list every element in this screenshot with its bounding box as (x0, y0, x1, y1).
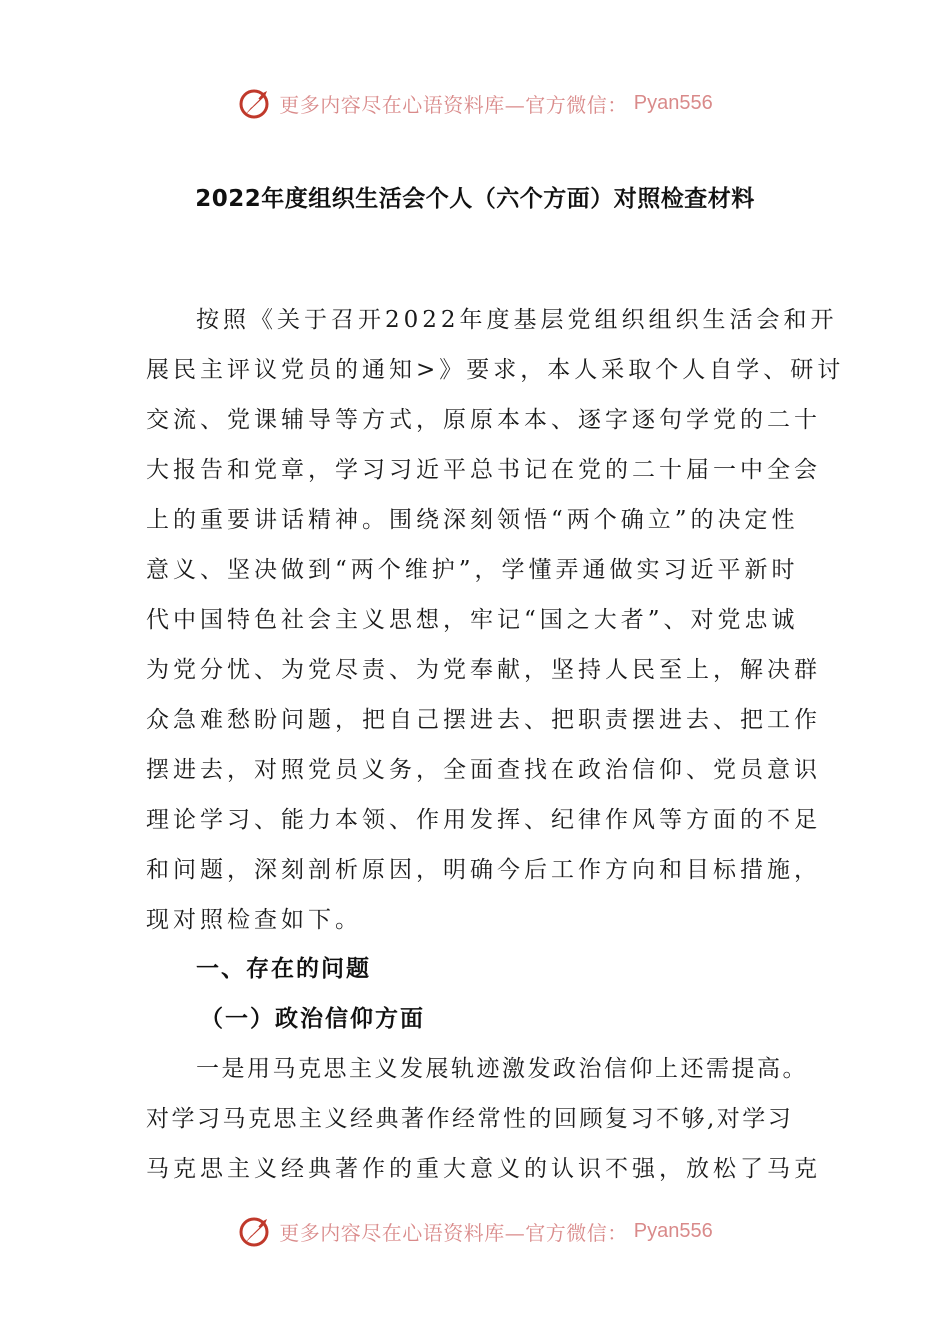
intro-line-8: 为党分忧、为党尽责、为党奉献，坚持人民至上，解决群 (146, 657, 821, 683)
intro-line-4: 大报告和党章，学习习近平总书记在党的二十届一中全会 (146, 457, 821, 483)
para-line-3: 马克思主义经典著作的重大意义的认识不强，放松了马克 (146, 1156, 821, 1182)
watermark-text: 更多内容尽在心语资料库—官方微信： (279, 1220, 628, 1245)
section-heading-problems: 一、存在的问题 (196, 956, 371, 982)
document-title: 2022年度组织生活会个人（六个方面）对照检查材料 (195, 186, 755, 212)
para-line-2: 对学习马克思主义经典著作经常性的回顾复习不够,对学习 (146, 1106, 794, 1132)
intro-line-2: 展民主评议党员的通知>》要求，本人采取个人自学、研讨 (146, 357, 845, 383)
intro-line-13: 现对照检查如下。 (146, 907, 362, 933)
watermark-header (0, 83, 950, 123)
intro-line-3: 交流、党课辅导等方式，原原本本、逐字逐句学党的二十 (146, 407, 821, 433)
feather-pen-logo-icon (237, 85, 273, 121)
watermark-text: 更多内容尽在心语资料库—官方微信： (279, 92, 628, 117)
watermark-wechat-id: Pyan556 (633, 91, 713, 114)
feather-pen-logo-icon (237, 1213, 273, 1249)
subsection-heading-political-belief: （一）政治信仰方面 (200, 1006, 425, 1032)
watermark-wechat-id: Pyan556 (633, 1219, 713, 1242)
intro-line-7: 代中国特色社会主义思想，牢记“国之大者”、对党忠诚 (146, 607, 799, 633)
intro-line-11: 理论学习、能力本领、作用发挥、纪律作风等方面的不足 (146, 807, 821, 833)
intro-line-9: 众急难愁盼问题，把自己摆进去、把职责摆进去、把工作 (146, 707, 821, 733)
intro-line-5: 上的重要讲话精神。围绕深刻领悟“两个确立”的决定性 (146, 507, 799, 533)
para-line-1: 一是用马克思主义发展轨迹激发政治信仰上还需提高。 (196, 1056, 808, 1082)
intro-line-6: 意义、坚决做到“两个维护”，学懂弄通做实习近平新时 (146, 557, 799, 583)
watermark-footer (0, 1211, 950, 1251)
intro-line-1: 按照《关于召开2022年度基层党组织组织生活会和开 (196, 307, 838, 333)
intro-line-10: 摆进去，对照党员义务，全面查找在政治信仰、党员意识 (146, 757, 821, 783)
intro-line-12: 和问题，深刻剖析原因，明确今后工作方向和目标措施， (146, 857, 821, 883)
